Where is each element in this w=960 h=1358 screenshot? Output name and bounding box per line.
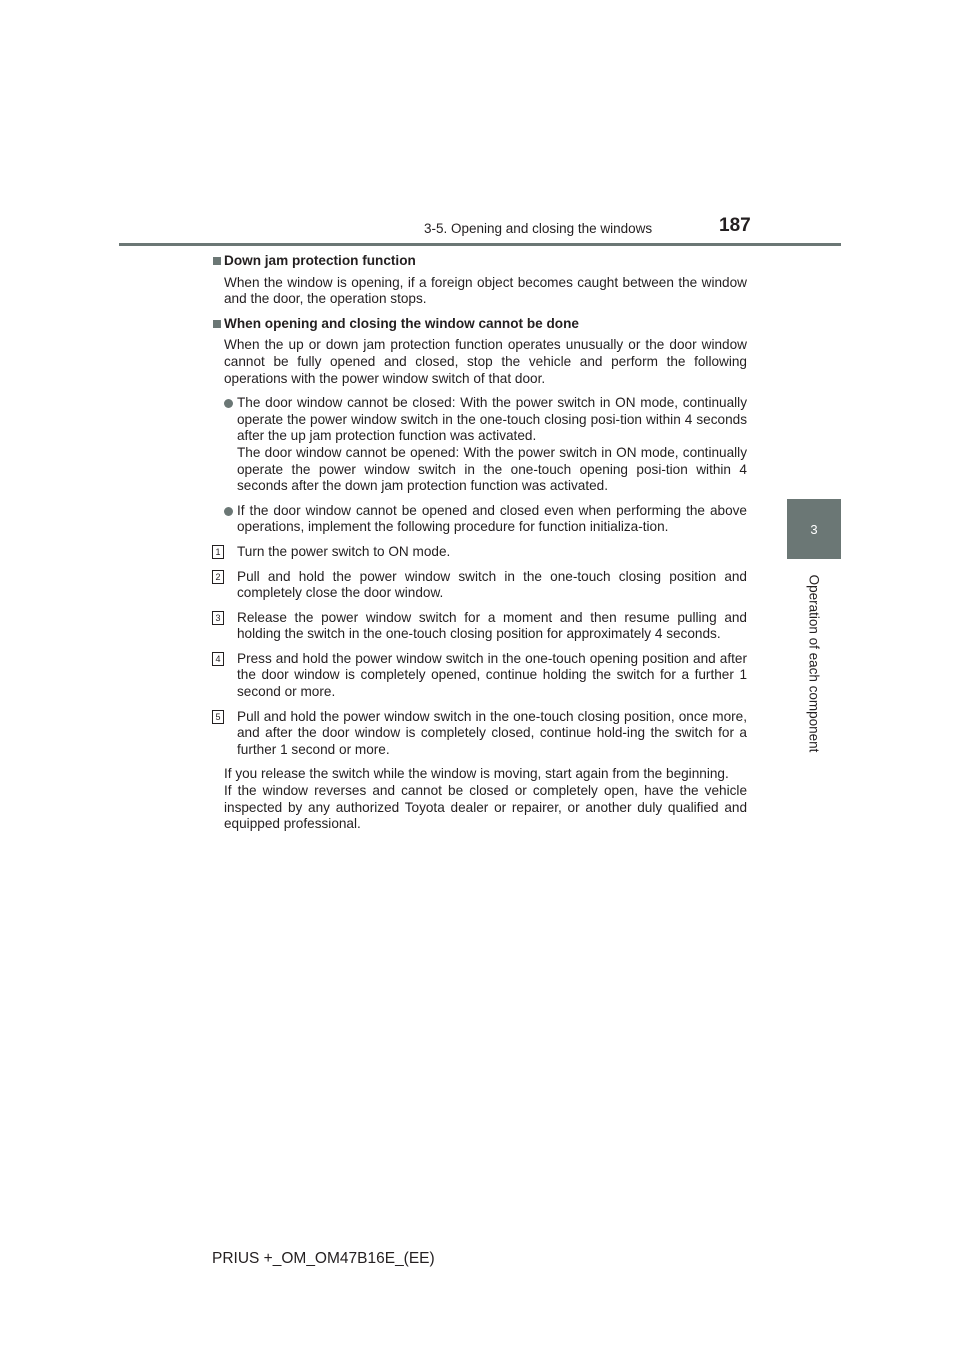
- procedure-step: [212, 651, 747, 701]
- step-number-badge: 3: [212, 611, 224, 625]
- bullet-item: [212, 395, 747, 495]
- chapter-label-tab: [790, 563, 838, 763]
- bullet-text: If the door window cannot be opened and closed even when performing the above operations, implement the following procedure for function initializa-tion.: [237, 502, 747, 535]
- closing-paragraph: If you release the switch while the window is moving, start again from the beginning.: [224, 766, 729, 782]
- closing-paragraph: If the window reverses and cannot be closed or completely open, have the vehicle inspected by any authorized Toyota dealer or repairer, or another duly qualified and equipped professional.: [224, 783, 747, 832]
- bullet-text: The door window cannot be opened: With the power switch in ON mode, continually operate the power window switch in the one-touch opening posi-tion within 4 seconds after the down jam protection function was activated.: [237, 444, 747, 494]
- step-number-badge: 1: [212, 545, 224, 559]
- round-bullet-icon: [224, 399, 233, 408]
- page-content: [212, 253, 747, 833]
- heading-text: When opening and closing the window cannot be done: [224, 315, 579, 331]
- document-code: PRIUS +_OM_OM47B16E_(EE): [212, 1250, 435, 1267]
- header-divider: [119, 243, 841, 246]
- procedure-step: [212, 610, 747, 643]
- chapter-label: Operation of each component: [806, 574, 822, 752]
- section-heading-cannot-be-done: [212, 316, 747, 333]
- bullet-item: [212, 503, 747, 536]
- heading-text: Down jam protection function: [224, 253, 416, 268]
- step-number-badge: 2: [212, 570, 224, 584]
- procedure-step: [212, 544, 747, 561]
- square-bullet-icon: [213, 257, 221, 265]
- step-number-badge: 4: [212, 652, 224, 666]
- section-title: 3-5. Opening and closing the windows: [424, 221, 653, 236]
- procedure-step: [212, 569, 747, 602]
- procedure-step: [212, 709, 747, 759]
- paragraph: When the window is opening, if a foreign object becomes caught between the window and the door, the operation stops.: [224, 274, 747, 307]
- chapter-number: 3: [810, 521, 818, 537]
- round-bullet-icon: [224, 507, 233, 516]
- chapter-number-tab: [787, 499, 841, 559]
- page-number: 187: [719, 215, 751, 236]
- step-text: Pull and hold the power window switch in the one-touch closing position, once more, and after the door window is completely closed, continue hold-ing the switch for a further 1 second or more.: [237, 708, 747, 757]
- step-number-badge: 5: [212, 710, 224, 724]
- step-text: Press and hold the power window switch in the one-touch opening position and after the door window is completely opened, continue holding the switch for a further 1 second or more.: [237, 650, 747, 700]
- step-text: Turn the power switch to ON mode.: [237, 543, 451, 559]
- section-heading-down-jam: [212, 253, 747, 270]
- step-text: Pull and hold the power window switch in the one-touch closing position and completely close the door window.: [237, 568, 747, 601]
- step-text: Release the power window switch for a moment and then resume pulling and holding the switch in the one-touch closing position for approximately 4 seconds.: [237, 609, 747, 642]
- paragraph: When the up or down jam protection function operates unusually or the door window cannot be fully opened and closed, stop the vehicle and perform the following operations with the power window switch of that door.: [224, 337, 747, 386]
- square-bullet-icon: [213, 320, 221, 328]
- bullet-text: The door window cannot be closed: With the power switch in ON mode, continually operate the power window switch in the one-touch closing posi-tion within 4 seconds after the up jam protection function was activated.: [237, 395, 747, 444]
